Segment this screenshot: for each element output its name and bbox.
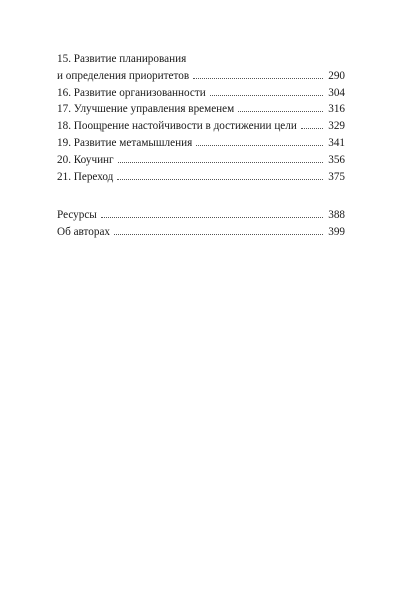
dot-leader: [118, 162, 323, 163]
toc-page-number: 329: [328, 120, 345, 133]
toc-entry-chapter-20[interactable]: [57, 152, 345, 169]
toc-entry-title: 18. Поощрение настойчивости в достижении цели: [57, 120, 297, 133]
toc-entry-title: 21. Переход: [57, 170, 114, 183]
dot-leader: [117, 179, 323, 180]
toc-page-number: 316: [328, 103, 345, 116]
toc-entry-chapter-15[interactable]: [57, 51, 345, 85]
toc-page-number: 356: [328, 153, 345, 166]
toc-page-number: 341: [328, 136, 345, 149]
toc-page-number: 290: [328, 69, 345, 82]
toc-entry-about-authors[interactable]: [57, 224, 345, 241]
table-of-contents: [57, 51, 345, 241]
dot-leader: [101, 217, 323, 218]
dot-leader: [210, 95, 323, 96]
toc-entry-title: и определения приоритетов: [57, 69, 190, 82]
dot-leader: [114, 234, 323, 235]
toc-entry-title-line1: 15. Развитие планирования: [57, 53, 187, 65]
dot-leader: [238, 111, 323, 112]
toc-entry-title: 19. Развитие метамышления: [57, 136, 193, 149]
toc-page-number: 399: [328, 226, 345, 239]
toc-entry-chapter-21[interactable]: [57, 169, 345, 186]
toc-entry-title: 20. Коучинг: [57, 153, 114, 166]
toc-entry-chapter-18[interactable]: [57, 118, 345, 135]
toc-entry-chapter-16[interactable]: [57, 85, 345, 102]
toc-page-number: 388: [328, 209, 345, 222]
toc-entry-title: Ресурсы: [57, 209, 97, 222]
dot-leader: [193, 78, 323, 79]
toc-entry-title: 17. Улучшение управления временем: [57, 103, 235, 116]
toc-entry-chapter-17[interactable]: [57, 101, 345, 118]
chapters-list: [57, 51, 345, 185]
toc-entry-chapter-19[interactable]: [57, 135, 345, 152]
toc-page-number: 304: [328, 86, 345, 99]
toc-entry-title: 16. Развитие организованности: [57, 86, 206, 99]
toc-page-number: 375: [328, 170, 345, 183]
appendix-list: [57, 207, 345, 241]
toc-entry-title: Об авторах: [57, 226, 111, 239]
dot-leader: [196, 145, 323, 146]
toc-entry-resources[interactable]: [57, 207, 345, 224]
dot-leader: [301, 128, 323, 129]
